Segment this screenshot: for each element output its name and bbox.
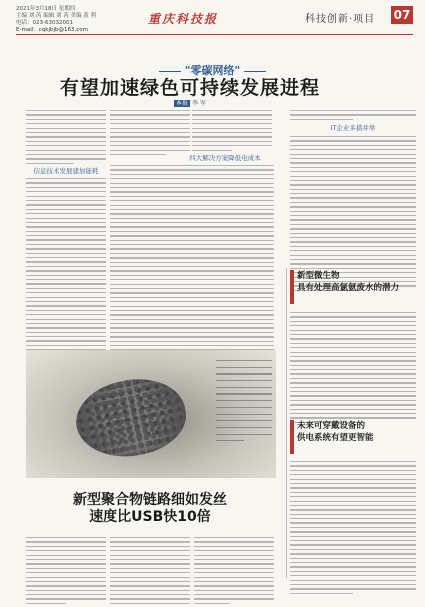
sidebar-b-head bbox=[290, 420, 418, 454]
lead-column-1-para-2 bbox=[26, 178, 106, 358]
lead-kicker-text: "零碳网络" bbox=[184, 64, 241, 77]
masthead-logo: 重庆科技报 bbox=[148, 12, 219, 26]
sidebar-a-body bbox=[290, 312, 416, 426]
header-rule bbox=[16, 34, 413, 35]
lead-byline bbox=[30, 98, 350, 107]
byline-author: 李 军 bbox=[192, 100, 206, 107]
section-name: 科技创新·项目 bbox=[305, 14, 376, 25]
second-story-column-2 bbox=[110, 537, 190, 607]
page-number: 07 bbox=[391, 6, 413, 24]
sidebar-a-title-1: 新型微生物 bbox=[297, 271, 340, 281]
lead-headline: 有望加速绿色可持续发展进程 bbox=[59, 77, 320, 99]
byline-tag: 本报 bbox=[176, 100, 189, 107]
phone-line: 电话：023-63032001 bbox=[16, 20, 73, 26]
news-photo bbox=[26, 350, 276, 478]
polymer-sample-image bbox=[69, 369, 192, 466]
second-story-headline bbox=[35, 492, 265, 526]
subhead-solutions: 四大解决方案降低电成本 bbox=[189, 154, 261, 162]
sidebar-b-title-1: 未来可穿戴设备的 bbox=[297, 421, 366, 431]
date-line: 2021年3月18日 星期四 bbox=[16, 6, 76, 12]
second-story-lead-lines bbox=[26, 484, 276, 490]
photo-caption bbox=[216, 360, 272, 447]
sidebar-b-body bbox=[290, 461, 416, 597]
header-info bbox=[16, 6, 96, 34]
lead-column-4-para-1 bbox=[290, 110, 416, 123]
sidebar-b-title-2: 供电系统有望更智能 bbox=[297, 433, 374, 443]
lead-column-3-para-1 bbox=[192, 110, 272, 154]
sidebar-a-head bbox=[290, 270, 418, 304]
subhead-it-companies: IT企业多措并举 bbox=[330, 124, 376, 132]
column-divider bbox=[286, 268, 287, 578]
sidebar-a-title-2: 具有处理高氯氨废水的潜力 bbox=[297, 283, 400, 293]
lead-column-1-para-1 bbox=[26, 110, 106, 167]
lead-column-2-para-1 bbox=[110, 110, 190, 158]
second-story-column-1 bbox=[26, 537, 106, 607]
editor-line: 主编 刘 芮 编辑 刘 芮 美编 黄 利 bbox=[16, 13, 96, 19]
second-story-column-3 bbox=[194, 537, 274, 607]
second-story-headline-line-2: 速度比USB快10倍 bbox=[89, 509, 211, 525]
email-line: E-mail：cqkjbjb@163.com bbox=[16, 27, 88, 33]
second-story-headline-line-1: 新型聚合物链路细如发丝 bbox=[73, 492, 227, 508]
subhead-energy: 信息技术发展建加能耗 bbox=[33, 167, 99, 175]
lead-column-2-3-para-2 bbox=[110, 165, 274, 371]
